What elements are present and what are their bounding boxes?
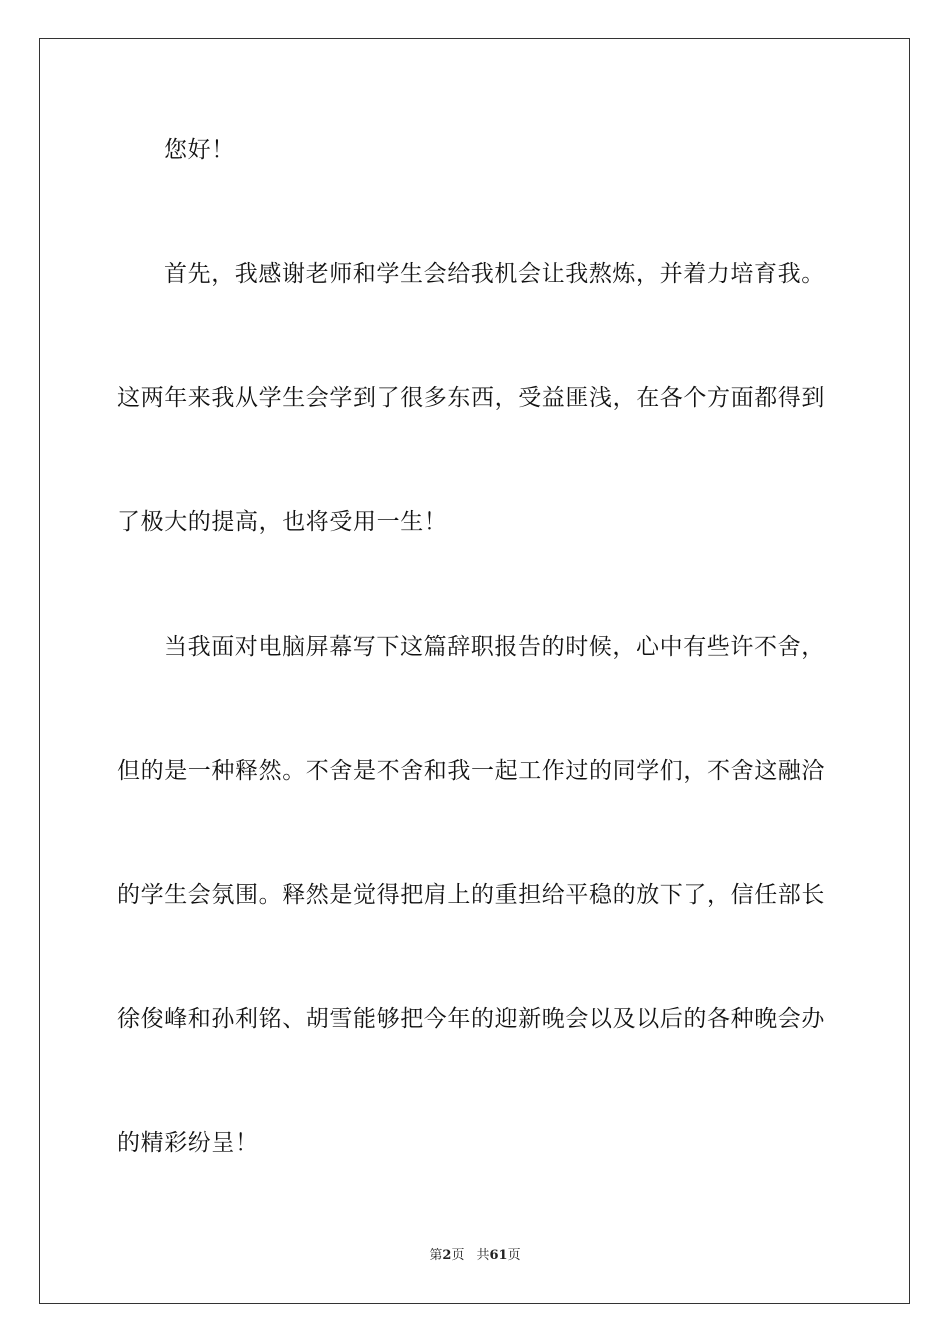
paragraph-line: 当我面对电脑屏幕写下这篇辞职报告的时候，心中有些许不舍， [164, 634, 825, 660]
paragraph-line: 但的是一种释然。不舍是不舍和我一起工作过的同学们，不舍这融洽 [117, 758, 825, 784]
paragraph-line: 的精彩纷呈！ [117, 1130, 259, 1156]
total-pages: 61 [489, 1248, 508, 1263]
greeting-line: 您好！ [164, 137, 235, 163]
paragraph-line: 这两年来我从学生会学到了很多东西，受益匪浅，在各个方面都得到 [117, 385, 825, 411]
page-number: 2 [442, 1248, 452, 1263]
paragraph-line: 的学生会氛围。释然是觉得把肩上的重担给平稳的放下了，信任部长 [117, 882, 825, 908]
page-suffix: 页 [451, 1248, 465, 1263]
paragraph-line: 首先，我感谢老师和学生会给我机会让我熬炼，并着力培育我。 [164, 261, 825, 287]
paragraph-line: 徐俊峰和孙利铭、胡雪能够把今年的迎新晚会以及以后的各种晚会办 [117, 1006, 825, 1032]
page-footer [0, 1247, 950, 1265]
page-border [39, 38, 910, 1304]
page-prefix: 第 [429, 1248, 443, 1263]
paragraph-line: 了极大的提高，也将受用一生！ [117, 509, 448, 535]
total-suffix: 页 [507, 1248, 521, 1263]
total-prefix: 共 [476, 1248, 490, 1263]
